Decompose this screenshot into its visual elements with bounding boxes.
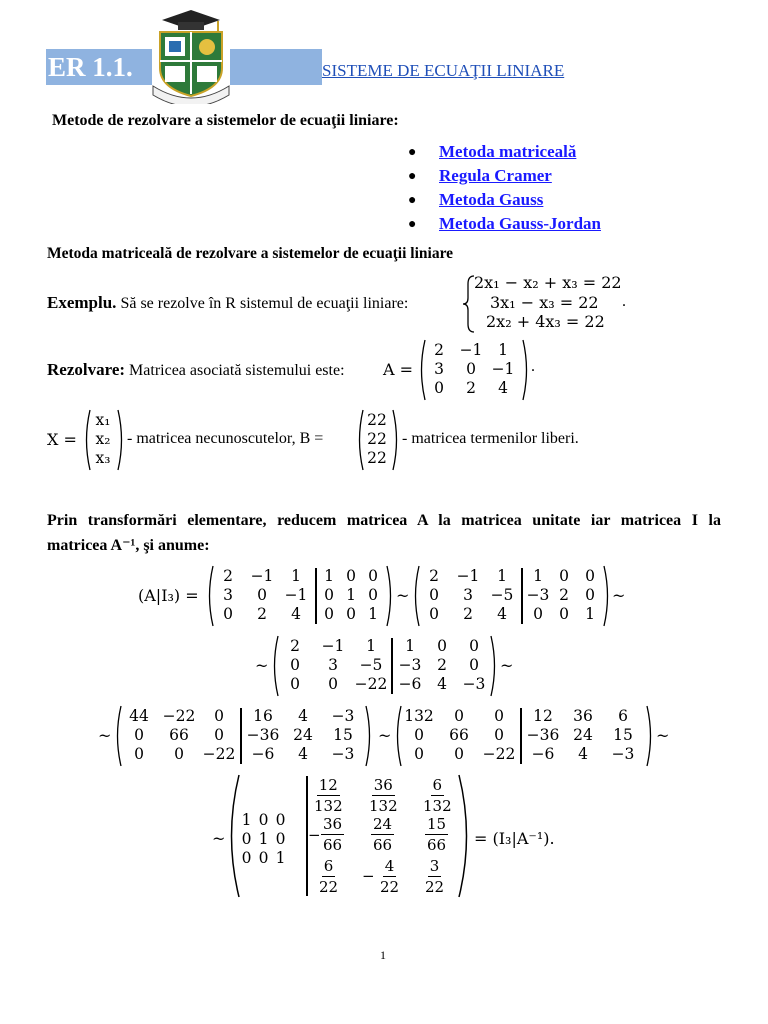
document-title[interactable]: SISTEME DE ECUAŢII LINIARE <box>322 61 565 80</box>
matrix-step-6-left <box>238 811 289 868</box>
matrix-step-2 <box>411 565 621 627</box>
matrix-cell: 0 <box>559 567 569 585</box>
augment-bar <box>391 638 393 694</box>
fraction-numerator: 36 <box>373 776 393 794</box>
matrix-a-grid <box>423 341 519 398</box>
matrix-cell: −22 <box>482 745 516 763</box>
matrix-cell: 4 <box>298 745 308 763</box>
matrix-cell: 0 <box>437 637 447 655</box>
fraction-denominator: 22 <box>380 878 400 896</box>
example-text: Să se rezolve în R sistemul de ecuaţii liniare: <box>120 295 409 312</box>
matrix-cell: 4 <box>298 707 308 725</box>
methods-heading: Metode de rezolvare a sistemelor de ecuaţii liniare: <box>52 112 399 129</box>
matrix-cell: 0 <box>258 811 269 829</box>
fraction-numerator: 24 <box>373 815 393 833</box>
matrix-cell: 0 <box>290 656 300 674</box>
matrix-cell: 24 <box>293 726 313 744</box>
matrix-cell: 0 <box>585 586 595 604</box>
matrix-cell: 0 <box>324 605 334 623</box>
matrix-cell: 12 <box>533 707 553 725</box>
matrix-cell: 1 <box>258 830 269 848</box>
matrix-cell: −36 <box>526 726 560 744</box>
matrix-cell: 3 <box>328 656 338 674</box>
matrix-cell: 2 <box>437 656 447 674</box>
matrix-cell: 0 <box>134 726 144 744</box>
link-metoda-gauss-jordan[interactable]: Metoda Gauss-Jordan <box>439 214 601 233</box>
matrix-cell: −1 <box>459 341 483 359</box>
matrix-step-6 <box>226 774 476 898</box>
matrix-step-1-left <box>211 567 313 624</box>
header-band-right <box>230 49 322 85</box>
matrix-step-5-right <box>523 707 643 764</box>
matrix-cell: 3 <box>463 586 473 604</box>
matrix-step-1-right <box>318 567 384 624</box>
matrix-cell: −1 <box>456 567 480 585</box>
fraction <box>321 816 344 854</box>
matrix-cell: −3 <box>331 707 355 725</box>
list-item <box>408 166 601 190</box>
transform-line-2: matricea A⁻¹, şi anume: <box>47 537 210 554</box>
link-metoda-gauss[interactable]: Metoda Gauss <box>439 190 544 209</box>
matrix-cell: 36 <box>573 707 593 725</box>
matrix-cell: 2 <box>223 567 233 585</box>
matrix-cell: 3 <box>223 586 233 604</box>
bullet-icon: ● <box>408 217 417 232</box>
matrix-cell: −3 <box>331 745 355 763</box>
matrix-step-3 <box>270 635 500 697</box>
fraction-denominator: 66 <box>427 836 447 854</box>
vector-cell: 22 <box>367 430 387 448</box>
matrix-cell: 0 <box>368 586 378 604</box>
tilde: ~ <box>98 726 112 745</box>
matrix-cell: 0 <box>346 567 356 585</box>
matrix-cell: 0 <box>454 707 464 725</box>
matrix-step-4-right <box>243 707 363 764</box>
matrix-cell: 4 <box>578 745 588 763</box>
tilde: ~ <box>612 586 626 605</box>
fraction <box>380 858 399 896</box>
vector-b-description: - matricea termenilor liberi. <box>402 430 579 447</box>
fraction-numerator: 3 <box>429 857 440 875</box>
transform-line-1: Prin transformări elementare, reducem matricea A la matricea unitate iar matricea I la <box>47 512 721 529</box>
matrix-cell: −6 <box>531 745 555 763</box>
fraction <box>425 816 448 854</box>
matrix-cell: 0 <box>223 605 233 623</box>
matrix-cell: 4 <box>291 605 301 623</box>
matrix-cell: 0 <box>494 726 504 744</box>
matrix-a <box>417 339 536 401</box>
matrix-cell: −1 <box>491 360 515 378</box>
matrix-cell: 0 <box>328 675 338 693</box>
methods-list <box>408 142 601 238</box>
matrix-cell: 6 <box>618 707 628 725</box>
matrix-step-2-right <box>525 567 603 624</box>
matrix-cell: −22 <box>354 675 388 693</box>
matrix-cell: 1 <box>324 567 334 585</box>
page-number: 1 <box>380 948 386 962</box>
matrix-cell: 16 <box>253 707 273 725</box>
fraction-sign: − <box>362 867 375 885</box>
matrix-cell: 0 <box>257 586 267 604</box>
matrix-cell: 0 <box>454 745 464 763</box>
matrix-cell: −3 <box>526 586 550 604</box>
tilde: ~ <box>396 586 410 605</box>
matrix-cell: 0 <box>414 726 424 744</box>
vector-cell: x₃ <box>95 449 111 467</box>
equation-1: 2x₁ − x₂ + x₃ = 22 <box>474 273 622 292</box>
matrix-cell: 15 <box>613 726 633 744</box>
matrix-cell: 4 <box>497 605 507 623</box>
matrix-cell: 0 <box>214 707 224 725</box>
solution-text: Matricea asociată sistemului este: <box>129 362 345 379</box>
matrix-cell: 2 <box>434 341 444 359</box>
matrix-cell: 44 <box>129 707 149 725</box>
system-equations <box>474 273 622 332</box>
matrix-cell: 1 <box>533 567 543 585</box>
matrix-cell: 1 <box>366 637 376 655</box>
matrix-step-4-left <box>119 707 239 764</box>
example-label: Exemplu. <box>47 293 117 312</box>
solution-label: Rezolvare: <box>47 360 126 379</box>
list-item <box>408 142 601 166</box>
matrix-cell: −22 <box>162 707 196 725</box>
fraction <box>314 777 343 815</box>
matrix-step-3-right <box>394 637 490 694</box>
matrix-cell: 3 <box>434 360 444 378</box>
matrix-cell: 0 <box>585 567 595 585</box>
matrix-cell: −3 <box>611 745 635 763</box>
matrix-cell: 1 <box>346 586 356 604</box>
matrix-cell: 0 <box>174 745 184 763</box>
vector-x-description: - matricea necunoscutelor, B = <box>127 430 324 447</box>
matrix-cell: 1 <box>291 567 301 585</box>
matrix-step-3-left <box>276 637 390 694</box>
matrix-cell: 2 <box>429 567 439 585</box>
tilde: ~ <box>255 656 269 675</box>
fraction-denominator: 132 <box>369 797 398 815</box>
fraction <box>423 777 452 815</box>
matrix-cell: 0 <box>134 745 144 763</box>
matrix-cell: 66 <box>169 726 189 744</box>
vector-cell: x₂ <box>95 430 111 448</box>
fraction-numerator: 6 <box>323 857 334 875</box>
matrix-cell: 132 <box>404 707 434 725</box>
example-statement <box>47 293 408 313</box>
matrix-cell: 1 <box>368 605 378 623</box>
matrix-cell: 0 <box>466 360 476 378</box>
exercise-code: ER 1.1. <box>48 52 133 82</box>
list-item <box>408 190 601 214</box>
matrix-cell: −36 <box>246 726 280 744</box>
list-item <box>408 214 601 238</box>
matrix-cell: 1 <box>585 605 595 623</box>
matrix-cell: 0 <box>324 586 334 604</box>
matrix-cell: 4 <box>498 379 508 397</box>
vector-x-grid <box>89 411 117 468</box>
fraction <box>371 816 394 854</box>
matrix-step-4 <box>113 705 378 767</box>
matrix-cell: 0 <box>275 830 286 848</box>
matrix-cell: 1 <box>241 811 252 829</box>
vector-x-lhs: X = <box>47 430 77 449</box>
section-heading: Metoda matriceală de rezolvare a sistemelor de ecuaţii liniare <box>47 245 454 262</box>
matrix-cell: 0 <box>429 586 439 604</box>
fraction-numerator: 6 <box>432 776 443 794</box>
matrix-cell: −1 <box>250 567 274 585</box>
bullet-icon: ● <box>408 169 417 184</box>
matrix-step-1 <box>205 565 405 627</box>
link-regula-cramer[interactable]: Regula Cramer <box>439 166 552 185</box>
fraction-denominator: 132 <box>423 797 452 815</box>
vector-b-grid <box>362 411 392 468</box>
tilde: ~ <box>500 656 514 675</box>
vector-x <box>82 409 126 471</box>
matrix-cell: −6 <box>398 675 422 693</box>
tilde: ~ <box>378 726 392 745</box>
vector-cell: 22 <box>367 411 387 429</box>
university-crest-logo <box>150 6 232 104</box>
matrix-cell: 0 <box>469 637 479 655</box>
fraction-numerator: 4 <box>384 857 395 875</box>
fraction <box>425 858 444 896</box>
bullet-icon: ● <box>408 193 417 208</box>
vector-b <box>355 409 401 471</box>
vector-cell: x₁ <box>95 411 111 429</box>
matrix-cell: 1 <box>497 567 507 585</box>
equation-3: 2x₂ + 4x₃ = 22 <box>486 312 605 331</box>
matrix-cell: 0 <box>258 849 269 867</box>
equation-2: 3x₁ − x₃ = 22 <box>490 292 599 312</box>
link-metoda-matriceala[interactable]: Metoda matriceală <box>439 142 577 161</box>
matrix-cell: 0 <box>241 849 252 867</box>
tilde: ~ <box>656 726 670 745</box>
fraction-sign: − <box>308 826 321 844</box>
matrix-step-5-left <box>399 707 519 764</box>
matrix-cell: 0 <box>241 830 252 848</box>
matrix-cell: 0 <box>434 379 444 397</box>
matrix-cell: −22 <box>202 745 236 763</box>
matrix-cell: 0 <box>290 675 300 693</box>
matrix-step-2-left <box>417 567 519 624</box>
fraction-denominator: 132 <box>314 797 343 815</box>
matrix-cell: 0 <box>346 605 356 623</box>
example-end: . <box>622 293 626 310</box>
fraction <box>319 858 338 896</box>
matrix-cell: −1 <box>321 637 345 655</box>
augment-bar <box>520 708 522 764</box>
matrix-cell: 2 <box>559 586 569 604</box>
matrix-cell: 0 <box>494 707 504 725</box>
fraction-denominator: 66 <box>323 836 343 854</box>
matrix-cell: 66 <box>449 726 469 744</box>
fraction-denominator: 22 <box>319 878 339 896</box>
matrix-cell: −3 <box>398 656 422 674</box>
fraction-denominator: 66 <box>373 836 393 854</box>
matrix-cell: −3 <box>462 675 486 693</box>
fraction-numerator: 12 <box>318 776 338 794</box>
matrix-cell: 0 <box>559 605 569 623</box>
matrix-cell: 0 <box>368 567 378 585</box>
matrix-cell: 0 <box>214 726 224 744</box>
matrix-cell: 2 <box>463 605 473 623</box>
matrix-a-lhs: A = <box>383 360 414 379</box>
matrix-cell: 0 <box>469 656 479 674</box>
tilde: ~ <box>212 829 226 848</box>
fraction-denominator: 22 <box>425 878 445 896</box>
matrix-cell: 1 <box>498 341 508 359</box>
matrix-cell: 1 <box>405 637 415 655</box>
matrix-cell: 2 <box>466 379 476 397</box>
matrix-step-5 <box>393 705 663 767</box>
matrix-cell: −5 <box>490 586 514 604</box>
matrix-cell: 2 <box>290 637 300 655</box>
augment-bar <box>521 568 523 624</box>
solution-statement <box>47 360 345 380</box>
augmented-lhs: (A|I₃) = <box>138 586 199 605</box>
matrix-cell: 0 <box>533 605 543 623</box>
matrix-cell: 0 <box>429 605 439 623</box>
matrix-cell: 0 <box>275 811 286 829</box>
matrix-cell: 24 <box>573 726 593 744</box>
fraction <box>369 777 398 815</box>
vector-cell: 22 <box>367 449 387 467</box>
matrix-cell: 1 <box>275 849 286 867</box>
matrix-a-end: . <box>531 358 535 375</box>
matrix-cell: 15 <box>333 726 353 744</box>
augment-bar <box>315 568 317 624</box>
matrix-cell: 4 <box>437 675 447 693</box>
result-expression: = (I₃|A⁻¹). <box>474 829 555 848</box>
matrix-cell: −6 <box>251 745 275 763</box>
matrix-cell: −5 <box>359 656 383 674</box>
matrix-cell: −1 <box>284 586 308 604</box>
augment-bar <box>240 708 242 764</box>
fraction-numerator: 15 <box>427 815 447 833</box>
matrix-cell: 0 <box>414 745 424 763</box>
bullet-icon: ● <box>408 145 417 160</box>
matrix-cell: 2 <box>257 605 267 623</box>
fraction-numerator: 36 <box>323 815 343 833</box>
